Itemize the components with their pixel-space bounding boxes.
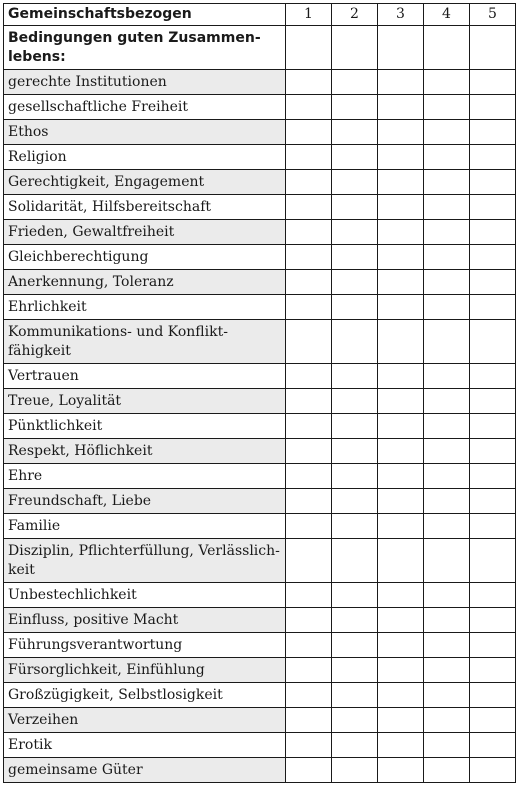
value-label xyxy=(4,195,286,220)
rating-cell-2[interactable] xyxy=(332,320,378,364)
rating-cell-4[interactable] xyxy=(424,270,470,295)
rating-cell-2[interactable] xyxy=(332,414,378,439)
value-label xyxy=(4,120,286,145)
value-label xyxy=(4,464,286,489)
table-row xyxy=(4,26,516,70)
scale-header-1: 1 xyxy=(286,4,332,26)
value-label xyxy=(4,708,286,733)
rating-cell-1[interactable] xyxy=(286,245,332,270)
value-label-line: Anerkennung, Toleranz xyxy=(8,273,174,290)
rating-cell-1[interactable] xyxy=(286,708,332,733)
rating-cell-5[interactable] xyxy=(470,633,516,658)
rating-cell-1[interactable] xyxy=(286,70,332,95)
rating-cell-5[interactable] xyxy=(470,733,516,758)
rating-cell-4[interactable] xyxy=(424,295,470,320)
value-label xyxy=(4,245,286,270)
rating-cell-1[interactable] xyxy=(286,170,332,195)
value-label-line: Ethos xyxy=(8,123,49,140)
table-row xyxy=(4,295,516,320)
rating-cell-3[interactable] xyxy=(378,514,424,539)
value-label xyxy=(4,270,286,295)
rating-cell-3[interactable] xyxy=(378,414,424,439)
value-label-line: Solidarität, Hilfsbereitschaft xyxy=(8,198,212,215)
table-row xyxy=(4,170,516,195)
rating-cell-3[interactable] xyxy=(378,145,424,170)
rating-cell-3[interactable] xyxy=(378,320,424,364)
table-row xyxy=(4,758,516,783)
table-row xyxy=(4,364,516,389)
value-label-line: Führungsverantwortung xyxy=(8,636,183,653)
rating-cell-4[interactable] xyxy=(424,439,470,464)
rating-cell-4[interactable] xyxy=(424,95,470,120)
value-label-line: Bedingungen guten Zusammen- xyxy=(8,29,261,46)
value-label xyxy=(4,514,286,539)
rating-cell-1[interactable] xyxy=(286,514,332,539)
table-row xyxy=(4,514,516,539)
value-label-line: Fürsorglichkeit, Einfühlung xyxy=(8,661,205,678)
rating-cell-3[interactable] xyxy=(378,683,424,708)
rating-cell-3[interactable] xyxy=(378,220,424,245)
rating-cell-2[interactable] xyxy=(332,245,378,270)
value-label-line: gemeinsame Güter xyxy=(8,761,143,778)
rating-cell-4[interactable] xyxy=(424,145,470,170)
rating-cell-3[interactable] xyxy=(378,70,424,95)
rating-cell-2[interactable] xyxy=(332,583,378,608)
rating-cell-1[interactable] xyxy=(286,120,332,145)
rating-cell-4[interactable] xyxy=(424,120,470,145)
value-label-line: Treue, Loyalität xyxy=(8,392,122,409)
rating-cell-5[interactable] xyxy=(470,170,516,195)
rating-cell-4[interactable] xyxy=(424,70,470,95)
rating-cell-3[interactable] xyxy=(378,270,424,295)
rating-cell-3[interactable] xyxy=(378,608,424,633)
rating-cell-2[interactable] xyxy=(332,364,378,389)
rating-cell-2[interactable] xyxy=(332,758,378,783)
rating-cell-4[interactable] xyxy=(424,170,470,195)
rating-cell-3[interactable] xyxy=(378,708,424,733)
rating-cell-2[interactable] xyxy=(332,170,378,195)
rating-cell-5[interactable] xyxy=(470,464,516,489)
rating-cell-4[interactable] xyxy=(424,489,470,514)
rating-cell-3[interactable] xyxy=(378,95,424,120)
rating-cell-4[interactable] xyxy=(424,220,470,245)
rating-cell-2[interactable] xyxy=(332,733,378,758)
rating-cell-3[interactable] xyxy=(378,583,424,608)
value-label xyxy=(4,683,286,708)
rating-cell-1[interactable] xyxy=(286,758,332,783)
table-row xyxy=(4,120,516,145)
value-label-line: Pünktlichkeit xyxy=(8,417,103,434)
table-row xyxy=(4,583,516,608)
value-label-line: Ehre xyxy=(8,467,43,484)
rating-cell-1[interactable] xyxy=(286,320,332,364)
rating-cell-2[interactable] xyxy=(332,389,378,414)
rating-cell-1[interactable] xyxy=(286,195,332,220)
table-row xyxy=(4,245,516,270)
value-label-line: Familie xyxy=(8,517,61,534)
rating-cell-2[interactable] xyxy=(332,295,378,320)
rating-cell-2[interactable] xyxy=(332,439,378,464)
rating-cell-4[interactable] xyxy=(424,414,470,439)
value-label-line: fähigkeit xyxy=(8,342,71,359)
value-label xyxy=(4,95,286,120)
value-label-line: Kommunikations- und Konflikt- xyxy=(8,323,228,340)
rating-cell-2[interactable] xyxy=(332,95,378,120)
value-label-line: Religion xyxy=(8,148,67,165)
rating-cell-5[interactable] xyxy=(470,245,516,270)
rating-cell-2[interactable] xyxy=(332,683,378,708)
rating-cell-5[interactable] xyxy=(470,758,516,783)
table-row xyxy=(4,633,516,658)
rating-cell-5[interactable] xyxy=(470,389,516,414)
rating-cell-1[interactable] xyxy=(286,389,332,414)
value-label-line: Frieden, Gewaltfreiheit xyxy=(8,223,175,240)
rating-cell-4[interactable] xyxy=(424,364,470,389)
value-label xyxy=(4,608,286,633)
rating-cell-5[interactable] xyxy=(470,220,516,245)
value-label-line: Großzügigkeit, Selbstlosigkeit xyxy=(8,686,223,703)
rating-cell-1[interactable] xyxy=(286,608,332,633)
rating-cell-5[interactable] xyxy=(470,658,516,683)
value-label-line: Erotik xyxy=(8,736,52,753)
scale-header-2: 2 xyxy=(332,4,378,26)
value-label-line: lebens: xyxy=(8,48,66,65)
rating-cell-5[interactable] xyxy=(470,583,516,608)
rating-cell-5[interactable] xyxy=(470,683,516,708)
rating-cell-2[interactable] xyxy=(332,608,378,633)
rating-cell-2[interactable] xyxy=(332,464,378,489)
value-label-line: Gerechtigkeit, Engagement xyxy=(8,173,205,190)
rating-cell-1[interactable] xyxy=(286,633,332,658)
value-label xyxy=(4,758,286,783)
rating-cell-2[interactable] xyxy=(332,633,378,658)
value-label-line: Einfluss, positive Macht xyxy=(8,611,179,628)
value-label-line: Respekt, Höflichkeit xyxy=(8,442,153,459)
value-label xyxy=(4,583,286,608)
rating-cell-1[interactable] xyxy=(286,95,332,120)
rating-cell-2[interactable] xyxy=(332,195,378,220)
value-label xyxy=(4,70,286,95)
rating-table xyxy=(3,3,516,783)
rating-cell-2[interactable] xyxy=(332,145,378,170)
rating-cell-2[interactable] xyxy=(332,658,378,683)
rating-cell-5[interactable] xyxy=(470,270,516,295)
value-label xyxy=(4,414,286,439)
rating-cell-4[interactable] xyxy=(424,583,470,608)
rating-cell-2[interactable] xyxy=(332,489,378,514)
value-label-line: Disziplin, Pflichterfüllung, Verlässlich- xyxy=(8,542,280,559)
value-label-line: Gleichberechtigung xyxy=(8,248,149,265)
table-row xyxy=(4,658,516,683)
scale-header-3: 3 xyxy=(378,4,424,26)
table-row xyxy=(4,145,516,170)
value-label xyxy=(4,658,286,683)
rating-cell-3[interactable] xyxy=(378,439,424,464)
rating-cell-2[interactable] xyxy=(332,220,378,245)
table-row xyxy=(4,489,516,514)
rating-cell-5[interactable] xyxy=(470,364,516,389)
rating-cell-3[interactable] xyxy=(378,489,424,514)
rating-cell-3[interactable] xyxy=(378,245,424,270)
rating-cell-4[interactable] xyxy=(424,708,470,733)
rating-cell-5[interactable] xyxy=(470,195,516,220)
rating-cell-4[interactable] xyxy=(424,733,470,758)
rating-cell-1[interactable] xyxy=(286,364,332,389)
rating-cell-1[interactable] xyxy=(286,295,332,320)
rating-cell-5[interactable] xyxy=(470,489,516,514)
rating-cell-1[interactable] xyxy=(286,658,332,683)
table-row xyxy=(4,414,516,439)
section-heading xyxy=(4,26,286,70)
rating-cell-4[interactable] xyxy=(424,464,470,489)
rating-cell-5[interactable] xyxy=(470,26,516,70)
table-row xyxy=(4,70,516,95)
value-label xyxy=(4,633,286,658)
rating-cell-1[interactable] xyxy=(286,26,332,70)
rating-cell-1[interactable] xyxy=(286,439,332,464)
rating-cell-1[interactable] xyxy=(286,145,332,170)
rating-cell-4[interactable] xyxy=(424,195,470,220)
rating-cell-5[interactable] xyxy=(470,539,516,583)
rating-cell-1[interactable] xyxy=(286,733,332,758)
rating-cell-4[interactable] xyxy=(424,608,470,633)
value-label-line: Freundschaft, Liebe xyxy=(8,492,152,509)
table-header-row xyxy=(4,4,516,26)
table-row xyxy=(4,270,516,295)
value-label xyxy=(4,733,286,758)
value-label xyxy=(4,539,286,583)
rating-cell-4[interactable] xyxy=(424,514,470,539)
rating-cell-1[interactable] xyxy=(286,539,332,583)
scale-header-5: 5 xyxy=(470,4,516,26)
value-label xyxy=(4,489,286,514)
rating-cell-2[interactable] xyxy=(332,539,378,583)
rating-cell-3[interactable] xyxy=(378,295,424,320)
value-label-line: Verzeihen xyxy=(8,711,79,728)
rating-cell-3[interactable] xyxy=(378,170,424,195)
value-label xyxy=(4,439,286,464)
rating-cell-4[interactable] xyxy=(424,683,470,708)
rating-cell-5[interactable] xyxy=(470,414,516,439)
value-label xyxy=(4,364,286,389)
rating-cell-4[interactable] xyxy=(424,245,470,270)
value-label xyxy=(4,320,286,364)
rating-cell-5[interactable] xyxy=(470,295,516,320)
value-label-line: gerechte Institutionen xyxy=(8,73,167,90)
value-label xyxy=(4,220,286,245)
rating-cell-4[interactable] xyxy=(424,320,470,364)
value-label xyxy=(4,145,286,170)
table-row xyxy=(4,539,516,583)
rating-cell-3[interactable] xyxy=(378,195,424,220)
rating-cell-5[interactable] xyxy=(470,439,516,464)
value-label-line: Ehrlichkeit xyxy=(8,298,87,315)
value-label-line: gesellschaftliche Freiheit xyxy=(8,98,188,115)
rating-cell-3[interactable] xyxy=(378,539,424,583)
rating-cell-2[interactable] xyxy=(332,26,378,70)
rating-cell-3[interactable] xyxy=(378,364,424,389)
rating-cell-5[interactable] xyxy=(470,320,516,364)
scale-header-4: 4 xyxy=(424,4,470,26)
rating-cell-5[interactable] xyxy=(470,70,516,95)
rating-cell-2[interactable] xyxy=(332,514,378,539)
table-row xyxy=(4,195,516,220)
rating-cell-5[interactable] xyxy=(470,708,516,733)
rating-cell-3[interactable] xyxy=(378,633,424,658)
rating-cell-4[interactable] xyxy=(424,389,470,414)
rating-cell-1[interactable] xyxy=(286,414,332,439)
value-label xyxy=(4,170,286,195)
rating-cell-1[interactable] xyxy=(286,489,332,514)
rating-cell-5[interactable] xyxy=(470,145,516,170)
rating-cell-2[interactable] xyxy=(332,270,378,295)
rating-cell-3[interactable] xyxy=(378,389,424,414)
table-row xyxy=(4,683,516,708)
rating-cell-2[interactable] xyxy=(332,708,378,733)
table-row xyxy=(4,733,516,758)
rating-cell-4[interactable] xyxy=(424,633,470,658)
rating-cell-2[interactable] xyxy=(332,70,378,95)
rating-cell-5[interactable] xyxy=(470,608,516,633)
rating-cell-3[interactable] xyxy=(378,658,424,683)
rating-cell-2[interactable] xyxy=(332,120,378,145)
table-row xyxy=(4,464,516,489)
table-row xyxy=(4,608,516,633)
value-label-line: keit xyxy=(8,561,35,578)
table-title: Gemeinschaftsbezogen xyxy=(4,4,286,26)
table-body xyxy=(4,26,516,783)
value-label-line: Vertrauen xyxy=(8,367,79,384)
table-row xyxy=(4,220,516,245)
rating-cell-1[interactable] xyxy=(286,270,332,295)
rating-cell-3[interactable] xyxy=(378,733,424,758)
rating-cell-4[interactable] xyxy=(424,658,470,683)
rating-cell-1[interactable] xyxy=(286,583,332,608)
value-label-line: Unbestechlichkeit xyxy=(8,586,137,603)
value-label xyxy=(4,389,286,414)
rating-cell-4[interactable] xyxy=(424,539,470,583)
table-row xyxy=(4,389,516,414)
rating-cell-5[interactable] xyxy=(470,514,516,539)
rating-cell-5[interactable] xyxy=(470,95,516,120)
table-row xyxy=(4,708,516,733)
table-row xyxy=(4,320,516,364)
rating-cell-3[interactable] xyxy=(378,758,424,783)
rating-cell-4[interactable] xyxy=(424,26,470,70)
table-row xyxy=(4,439,516,464)
rating-cell-1[interactable] xyxy=(286,464,332,489)
rating-cell-1[interactable] xyxy=(286,683,332,708)
value-label xyxy=(4,295,286,320)
rating-cell-3[interactable] xyxy=(378,120,424,145)
table-row xyxy=(4,95,516,120)
rating-cell-4[interactable] xyxy=(424,758,470,783)
rating-cell-1[interactable] xyxy=(286,220,332,245)
rating-cell-3[interactable] xyxy=(378,26,424,70)
rating-cell-5[interactable] xyxy=(470,120,516,145)
rating-cell-3[interactable] xyxy=(378,464,424,489)
